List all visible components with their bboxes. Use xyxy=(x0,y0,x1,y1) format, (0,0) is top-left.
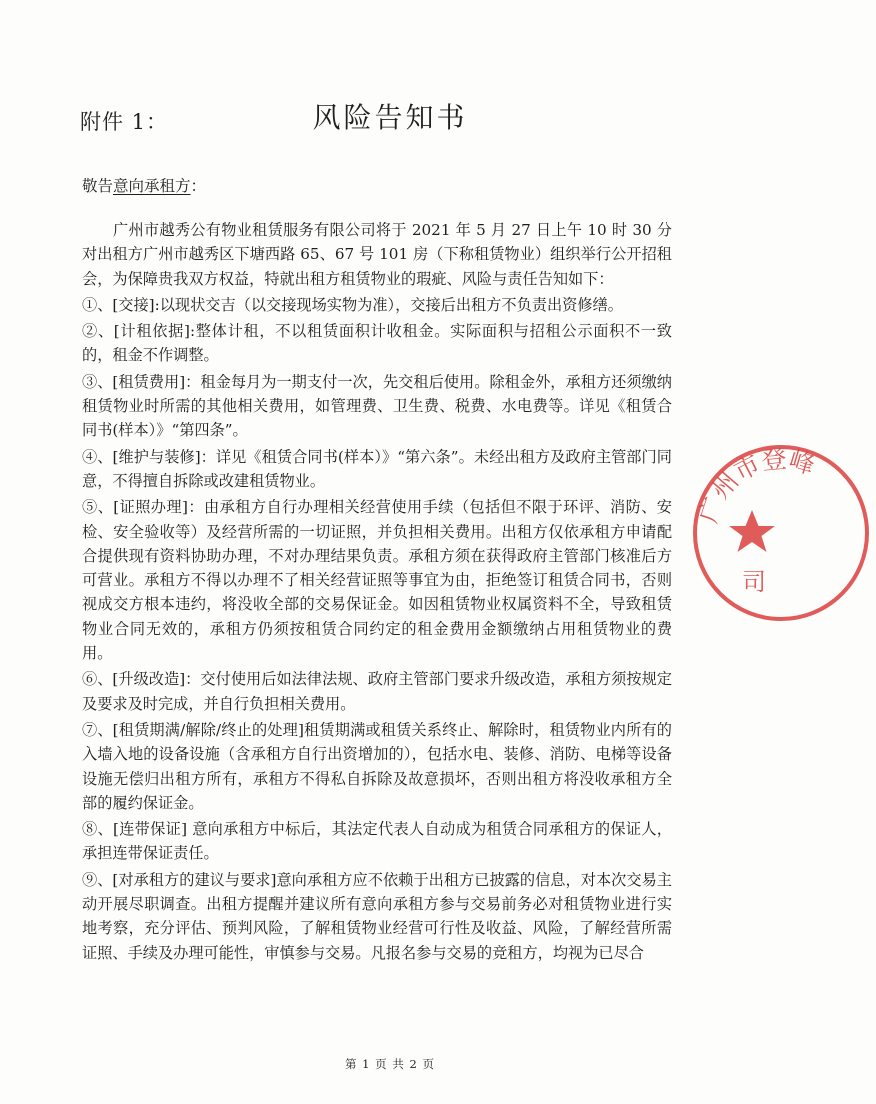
paragraph-item-3: ③、[租赁费用]：租金每月为一期支付一次，先交租后使用。除租金外，承租方还须缴纳租赁物业时所需的其他相关费用，如管理费、卫生费、税费、水电费等。详见《租赁合同书(样本）》“第四条”。 xyxy=(82,372,672,440)
paragraph-item-5: ⑤、[证照办理]：由承租方自行办理相关经营使用手续（包括但不限于环评、消防、安检、安全验收等）及经营所需的一切证照，并负担相关费用。出租方仅依承租方申请配合提供现有资料协助办理，不对办理结果负责。承租方须在获得政府主管部门核准后方可营业。承租方不得以办理不了相关经营证照等事宜为由，拒绝签订租赁合同书，否则视成交方根本违约，将没收全部的交易保证金。如因租赁物业权属资料不全，导致租赁物业合同无效的，承租方仍须按租赁合同约定的租金费用金额缴纳占用租赁物业的费用。 xyxy=(82,498,672,663)
company-seal-stamp xyxy=(686,438,876,628)
page-title: 风险告知书 xyxy=(312,101,468,134)
paragraph-item-6: ⑥、[升级改造]：交付使用后如法律法规、政府主管部门要求升级改造，承租方须按规定及要求及时完成，并自行负担相关费用。 xyxy=(82,670,672,713)
seal-bottom-text: 司 xyxy=(742,568,766,596)
page-footer: 第 1 页 共 2 页 xyxy=(345,1057,435,1071)
seal-arc-text: 广州市登峰 xyxy=(693,444,819,527)
paragraph-item-1: ①、[交接]:以现状交吉（以交接现场实物为准），交接后出租方不负责出资修缮。 xyxy=(82,295,623,314)
notice-body xyxy=(82,218,672,967)
paragraph-item-9: ⑨、[对承租方的建议与要求]意向承租方应不依赖于出租方已披露的信息，对本次交易主动开展尽职调查。出租方提醒并建议所有意向承租方参与交易前务必对租赁物业进行实地考察，充分评估、预判风险，了解租赁物业经营可行性及收益、风险，了解经营所需证照、手续及办理可能性，审慎参与交易。凡报名参与交易的竞租方，均视为已尽合 xyxy=(82,870,672,962)
paragraph-item-2: ②、[计租依据]:整体计租，不以租赁面积计收租金。实际面积与招租公示面积不一致的，租金不作调整。 xyxy=(82,322,672,365)
paragraph-item-8: ⑧、[连带保证] 意向承租方中标后，其法定代表人自动成为租赁合同承租方的保证人，承担连带保证责任。 xyxy=(82,820,672,863)
greeting-suffix: ： xyxy=(190,177,207,195)
greeting-line xyxy=(82,174,206,196)
seal-star-icon xyxy=(729,510,775,552)
paragraph-item-4: ④、[维护与装修]：详见《租赁合同书(样本）》“第六条”。未经出租方及政府主管部门同意，不得擅自拆除或改建租赁物业。 xyxy=(82,447,672,490)
attachment-label: 附件 1： xyxy=(80,110,169,134)
paragraph-intro: 广州市越秀公有物业租赁服务有限公司将于 2021 年 5 月 27 日上午 10 时 30 分对出租方广州市越秀区下塘西路 65、67 号 101 房（下称租赁物业）组织举行公开招租会，为保障贵我双方权益，特就出租方租赁物业的瑕疵、风险与责任告知如下： xyxy=(82,221,672,288)
greeting-addressee: 意向承租方 xyxy=(113,177,191,195)
greeting-prefix: 敬告 xyxy=(82,177,114,195)
paragraph-item-7: ⑦、[租赁期满/解除/终止的处理]租赁期满或租赁关系终止、解除时，租赁物业内所有的入墙入地的设备设施（含承租方自行出资增加的），包括水电、装修、消防、电梯等设备设施无偿归出租方所有，承租方不得私自拆除及故意损坏，否则出租方将没收承租方全部的履约保证金。 xyxy=(82,720,672,812)
